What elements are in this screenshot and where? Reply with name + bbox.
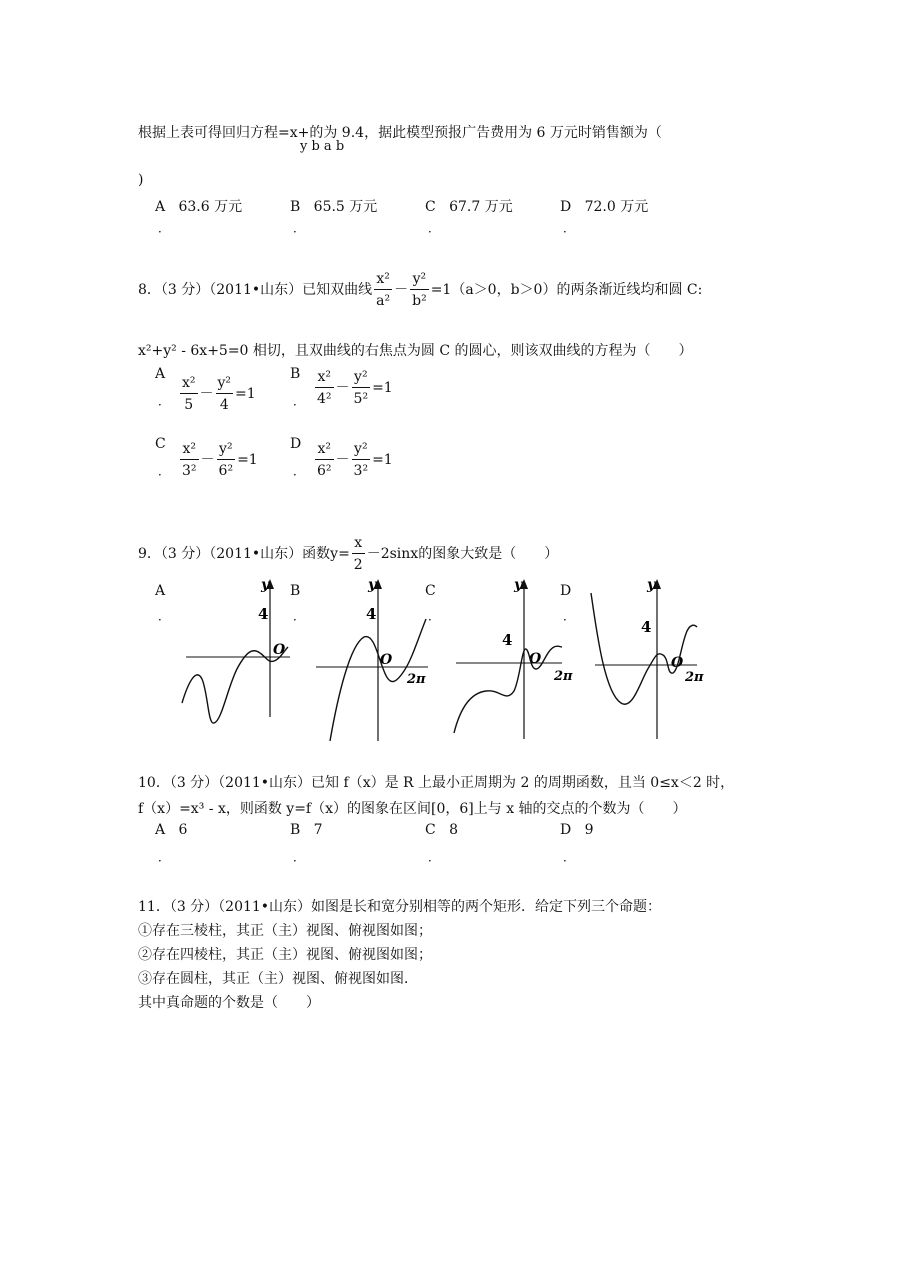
q9-graph-c[interactable]	[450, 575, 573, 740]
q9-option-a-letter[interactable]: A	[155, 583, 166, 599]
option-dot: ．	[293, 394, 306, 408]
q9-graph-a[interactable]	[178, 575, 293, 735]
option-dot: ．	[428, 850, 441, 864]
frac	[352, 370, 371, 406]
four-label: 4	[258, 605, 269, 623]
frac-den: 3²	[182, 463, 197, 479]
option-dot: ．	[428, 609, 441, 623]
q8-prefix: 8．（3 分）（2011•山东）已知双曲线	[138, 282, 373, 298]
q9-option-c-letter[interactable]: C	[425, 583, 436, 599]
q11-line2: ①存在三棱柱，其正（主）视图、俯视图如图；	[138, 923, 432, 939]
y-label: y	[647, 577, 656, 593]
minus-sign: －	[394, 282, 409, 298]
q7-option-d[interactable]	[560, 196, 648, 216]
q8-option-b-letter[interactable]: B	[290, 366, 301, 382]
option-dot: ．	[158, 464, 171, 478]
q7-text-pre: 根据上表可得回归方程	[138, 125, 278, 141]
option-text: 67.7 万元	[449, 199, 513, 215]
option-dot: ．	[293, 464, 306, 478]
q7-hat-variables: y b a b	[300, 139, 345, 154]
option-letter: D	[560, 199, 572, 215]
option-dot: ．	[158, 850, 171, 864]
q11-line4: ③存在圆柱，其正（主）视图、俯视图如图．	[138, 971, 418, 987]
q8-option-c-formula[interactable]	[178, 442, 258, 478]
q7-line1	[138, 122, 662, 142]
frac	[180, 376, 198, 412]
two-pi-label: 2π	[685, 670, 704, 685]
option-text: 7	[313, 822, 323, 838]
frac-num: x²	[315, 442, 334, 460]
q7-option-c[interactable]	[425, 196, 513, 216]
option-dot: ．	[293, 850, 306, 864]
frac-den: 4²	[317, 391, 332, 407]
option-dot: ．	[563, 609, 576, 623]
q8-option-a-formula[interactable]	[178, 376, 256, 412]
option-letter: D	[560, 822, 572, 838]
frac-den: 5	[184, 397, 194, 413]
q7-regression-equation: =x+的	[278, 125, 324, 141]
option-text: 65.5 万元	[313, 199, 378, 215]
q9-tail: －2sinx	[366, 546, 419, 562]
four-label: 4	[366, 605, 377, 623]
q9-graph-d[interactable]	[585, 575, 704, 740]
minus-sign: －	[335, 452, 350, 468]
option-text: 8	[449, 822, 458, 838]
frac-num: x²	[180, 376, 198, 394]
option-dot: ．	[293, 609, 306, 623]
option-letter: B	[290, 822, 301, 838]
frac-num: x	[352, 536, 365, 554]
option-dot: ．	[563, 221, 576, 235]
frac-num: y²	[216, 376, 234, 394]
q8-frac-x2-a2	[374, 272, 392, 308]
frac-num: y²	[410, 272, 429, 290]
minus-sign: －	[199, 386, 214, 402]
option-dot: ．	[428, 221, 441, 235]
option-text: 63.6 万元	[178, 199, 243, 215]
frac-den: 4	[219, 397, 229, 413]
frac-num: x²	[180, 442, 199, 460]
four-label: 4	[641, 618, 652, 636]
q8-option-b-formula[interactable]	[313, 370, 393, 406]
y-equals: y=	[330, 546, 350, 562]
equals-one: =1	[372, 452, 393, 468]
q9-post: 的图象大致是（ ）	[418, 546, 559, 562]
q7-option-a[interactable]	[155, 196, 242, 216]
frac	[180, 442, 199, 478]
frac-num: y²	[352, 370, 371, 388]
equals-one: =1	[237, 452, 258, 468]
origin-label: O	[529, 651, 542, 667]
option-dot: ．	[158, 394, 171, 408]
option-letter: C	[425, 199, 436, 215]
q10-line2: f（x）=x³ - x，则函数 y=f（x）的图象在区间[0，6]上与 x 轴的交点的个数为（ ）	[138, 801, 687, 817]
q9-graph-b[interactable]	[312, 575, 432, 745]
option-text: 9	[584, 822, 594, 838]
q8-option-d-letter[interactable]: D	[290, 436, 302, 452]
option-dot: ．	[158, 609, 171, 623]
frac-den: 3²	[353, 463, 369, 479]
option-letter: A	[155, 822, 166, 838]
q10-option-d[interactable]	[560, 822, 594, 838]
y-label: y	[514, 577, 523, 593]
origin-label: O	[273, 642, 286, 658]
two-pi-label: 2π	[554, 669, 573, 684]
frac-den: a²	[376, 293, 391, 309]
option-letter: B	[290, 199, 301, 215]
y-label: y	[368, 577, 377, 593]
frac-num: y²	[217, 442, 236, 460]
frac-num: y²	[352, 442, 371, 460]
curve	[182, 647, 288, 723]
equals-one: =1	[235, 386, 256, 402]
four-label: 4	[502, 631, 513, 649]
curve	[591, 593, 697, 704]
frac-den: 5²	[353, 391, 369, 407]
frac-den: 6²	[218, 463, 234, 479]
frac	[315, 442, 334, 478]
q9-option-b-letter[interactable]: B	[290, 583, 301, 599]
q11-line5: 其中真命题的个数是（ ）	[138, 995, 320, 1011]
minus-sign: －	[200, 452, 215, 468]
option-text: 72.0 万元	[584, 199, 649, 215]
q11-line1: 11．（3 分）（2011•山东）如图是长和宽分别相等的两个矩形．给定下列三个命题：	[138, 899, 662, 915]
frac-den: 6²	[317, 463, 332, 479]
frac-num: x²	[374, 272, 392, 290]
frac	[315, 370, 334, 406]
q9-frac-x-2	[352, 536, 365, 572]
option-letter: C	[425, 822, 436, 838]
q8-condition: =1（a＞0，b＞0）的两条渐近线均和圆 C:	[430, 282, 703, 298]
y-label: y	[261, 577, 270, 593]
origin-label: O	[380, 652, 393, 668]
q8-line2: x²+y² - 6x+5=0 相切，且双曲线的右焦点为圆 C 的圆心，则该双曲线的方程为（ ）	[138, 343, 693, 359]
q10-line1: 10．（3 分）（2011•山东）已知 f（x）是 R 上最小正周期为 2 的周期函数，且当 0≤x＜2 时，	[138, 775, 735, 791]
curve	[454, 646, 562, 733]
frac-den: b²	[412, 293, 427, 309]
q7-text-post: 为 9.4，据此模型预报广告费用为 6 万元时销售额为（	[323, 125, 662, 141]
frac	[216, 376, 234, 412]
q8-option-a-letter[interactable]: A	[155, 366, 166, 382]
q7-line2: )	[138, 172, 144, 188]
frac	[217, 442, 236, 478]
q9-option-d-letter[interactable]: D	[560, 583, 572, 599]
equals-one: =1	[372, 380, 393, 396]
frac-den: 2	[353, 557, 363, 573]
q7-option-b[interactable]	[290, 196, 377, 216]
q10-option-c[interactable]	[425, 822, 458, 838]
origin-label: O	[671, 655, 684, 671]
q8-frac-y2-b2	[410, 272, 429, 308]
q10-option-b[interactable]	[290, 822, 323, 838]
q8-option-c-letter[interactable]: C	[155, 436, 166, 452]
q11-line3: ②存在四棱柱，其正（主）视图、俯视图如图；	[138, 947, 432, 963]
two-pi-label: 2π	[407, 672, 426, 687]
q8-line1	[138, 272, 702, 308]
q10-option-a[interactable]	[155, 822, 187, 838]
q9-line1	[138, 536, 558, 572]
option-dot: ．	[293, 221, 306, 235]
option-letter: A	[155, 199, 166, 215]
minus-sign: －	[335, 380, 350, 396]
option-text: 6	[178, 822, 188, 838]
q9-prefix: 9．（3 分）（2011•山东）函数	[138, 546, 331, 562]
option-dot: ．	[563, 850, 576, 864]
frac	[352, 442, 371, 478]
option-dot: ．	[158, 221, 171, 235]
frac-num: x²	[315, 370, 334, 388]
q8-option-d-formula[interactable]	[313, 442, 393, 478]
